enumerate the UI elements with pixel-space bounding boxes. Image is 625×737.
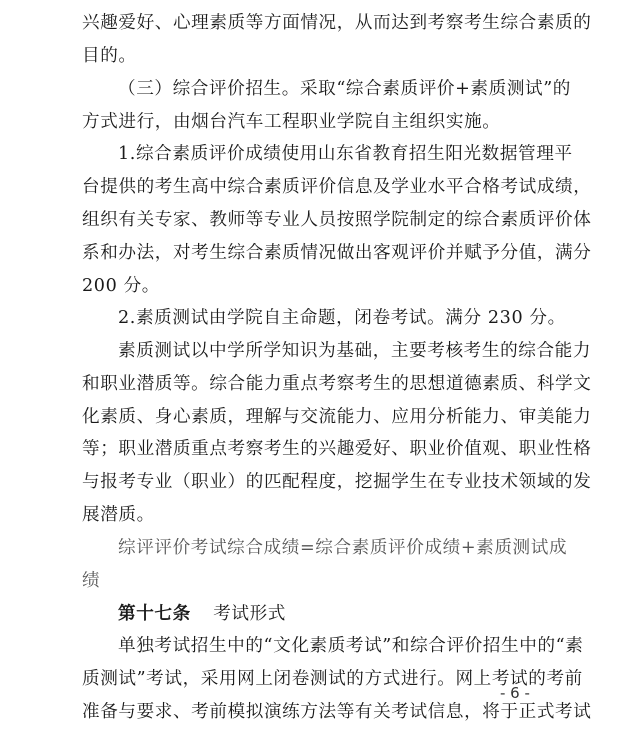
paragraph-line: 方式进行，由烟台汽车工程职业学院自主组织实施。 [82, 112, 501, 132]
paragraph-line: 1.综合素质评价成绩使用山东省教育招生阳光数据管理平 [118, 144, 573, 164]
paragraph-line: 台提供的考生高中综合素质评价信息及学业水平合格考试成绩， [82, 177, 592, 197]
article-title: 考试形式 [213, 604, 286, 624]
formula-line: 综评评价考试综合成绩=综合素质评价成绩+素质测试成 [118, 538, 568, 558]
paragraph-line: 质测试”考试，采用网上闭卷测试的方式进行。网上考试的考前 [82, 669, 583, 689]
paragraph-line: （三）综合评价招生。采取“综合素质评价+素质测试”的 [118, 79, 571, 99]
paragraph-line: 准备与要求、考前模拟演练方法等有关考试信息，将于正式考试 [82, 702, 592, 722]
page-number: - 6 - [500, 684, 530, 702]
paragraph-line: 等；职业潜质重点考察考生的兴趣爱好、职业价值观、职业性格 [82, 439, 592, 459]
article-number: 第十七条 [118, 603, 191, 624]
paragraph-line: 展潜质。 [82, 505, 155, 525]
paragraph-line: 素质测试以中学所学知识为基础，主要考核考生的综合能力 [118, 341, 592, 361]
formula-line: 绩 [82, 571, 101, 591]
paragraph-line: 系和办法，对考生综合素质情况做出客观评价并赋予分值，满分 [82, 243, 592, 263]
paragraph-line: 兴趣爱好、心理素质等方面情况，从而达到考察考生综合素质的 [82, 13, 592, 33]
paragraph-line: 2.素质测试由学院自主命题，闭卷考试。满分 230 分。 [118, 308, 566, 328]
article-heading [118, 602, 552, 626]
paragraph-line: 和职业潜质等。综合能力重点考察考生的思想道德素质、科学文 [82, 374, 592, 394]
paragraph-line: 组织有关专家、教师等专业人员按照学院制定的综合素质评价体 [82, 210, 592, 230]
paragraph-line: 单独考试招生中的“文化素质考试”和综合评价招生中的“素 [118, 636, 584, 656]
paragraph-line: 200 分。 [82, 276, 160, 296]
paragraph-line: 化素质、身心素质，理解与交流能力、应用分析能力、审美能力 [82, 407, 592, 427]
paragraph-line: 目的。 [82, 46, 137, 66]
paragraph-line: 与报考专业（职业）的匹配程度，挖掘学生在专业技术领域的发 [82, 472, 592, 492]
